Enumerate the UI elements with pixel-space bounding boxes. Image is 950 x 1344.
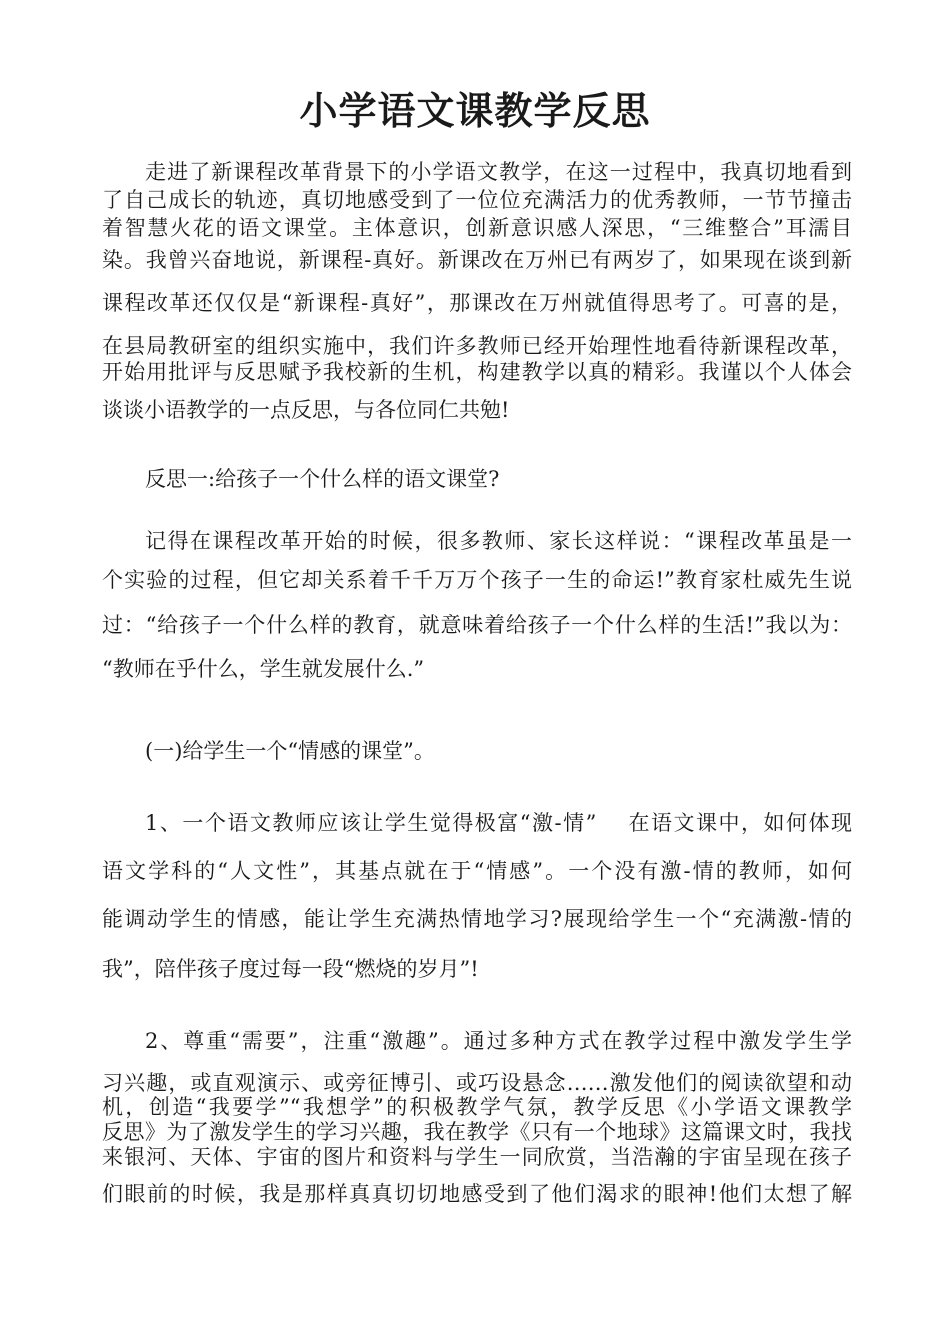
- section-heading-1: 反思一:给孩子一个什么样的语文课堂?: [145, 467, 500, 491]
- document-title: 小学语文课教学反思: [299, 88, 651, 133]
- paragraph-4-line-4: 反思》为了激发学生的学习兴趣，我在教学《只有一个地球》这篇课文时，我找: [102, 1120, 852, 1144]
- paragraph-4-line-6: 们眼前的时候，我是那样真真切切地感受到了他们渴求的眼神!他们太想了解: [102, 1182, 852, 1206]
- paragraph-2-line-1: 记得在课程改革开始的时候，很多教师、家长这样说：“课程改革虽是一: [145, 529, 852, 553]
- section-heading-2: (一)给学生一个“情感的课堂”。: [145, 739, 435, 763]
- paragraph-1-line-4: 染。我曾兴奋地说，新课程-真好。新课改在万州已有两岁了，如果现在谈到新: [102, 248, 852, 272]
- paragraph-1-line-8: 谈谈小语教学的一点反思，与各位同仁共勉!: [102, 398, 510, 422]
- paragraph-2-line-3: 过：“给孩子一个什么样的教育，就意味着给孩子一个什么样的生活!”我以为：: [102, 613, 852, 637]
- paragraph-1-line-7: 开始用批评与反思赋予我校新的生机，构建教学以真的精彩。我谨以个人体会: [102, 360, 852, 384]
- paragraph-4-line-3: 机，创造“我要学”“我想学”的积极教学气氛，教学反思《小学语文课教学: [102, 1095, 852, 1119]
- paragraph-1-line-6: 在县局教研室的组织实施中，我们许多教师已经开始理性地看待新课程改革，: [102, 334, 852, 358]
- paragraph-2-line-2: 个实验的过程，但它却关系着千千万万个孩子一生的命运!”教育家杜威先生说: [102, 568, 852, 592]
- paragraph-4-line-1: 2、尊重“需要”，注重“激趣”。通过多种方式在教学过程中激发学生学: [145, 1029, 852, 1053]
- paragraph-3-line-4: 我”，陪伴孩子度过每一段“燃烧的岁月”!: [102, 957, 479, 981]
- paragraph-1-line-5: 课程改革还仅仅是“新课程-真好”，那课改在万州就值得思考了。可喜的是，: [102, 291, 852, 315]
- paragraph-4-line-5: 来银河、天体、宇宙的图片和资料与学生一同欣赏，当浩瀚的宇宙呈现在孩子: [102, 1145, 852, 1169]
- paragraph-3-line-1: 1、一个语文教师应该让学生觉得极富“激-情” 在语文课中，如何体现: [145, 811, 852, 835]
- paragraph-2-line-4: “教师在乎什么，学生就发展什么.”: [102, 657, 425, 681]
- paragraph-4-line-2: 习兴趣，或直观演示、或旁征博引、或巧设悬念……激发他们的阅读欲望和动: [102, 1071, 852, 1095]
- paragraph-3-line-3: 能调动学生的情感，能让学生充满热情地学习?展现给学生一个“充满激-情的: [102, 907, 852, 931]
- paragraph-3-line-2: 语文学科的“人文性”，其基点就在于“情感”。一个没有激-情的教师，如何: [102, 859, 852, 883]
- paragraph-1-line-3: 着智慧火花的语文课堂。主体意识，创新意识感人深思，“三维整合”耳濡目: [102, 216, 852, 240]
- paragraph-1-line-2: 了自己成长的轨迹，真切地感受到了一位位充满活力的优秀教师，一节节撞击: [102, 188, 852, 212]
- paragraph-1-line-1: 走进了新课程改革背景下的小学语文教学，在这一过程中，我真切地看到: [145, 160, 852, 184]
